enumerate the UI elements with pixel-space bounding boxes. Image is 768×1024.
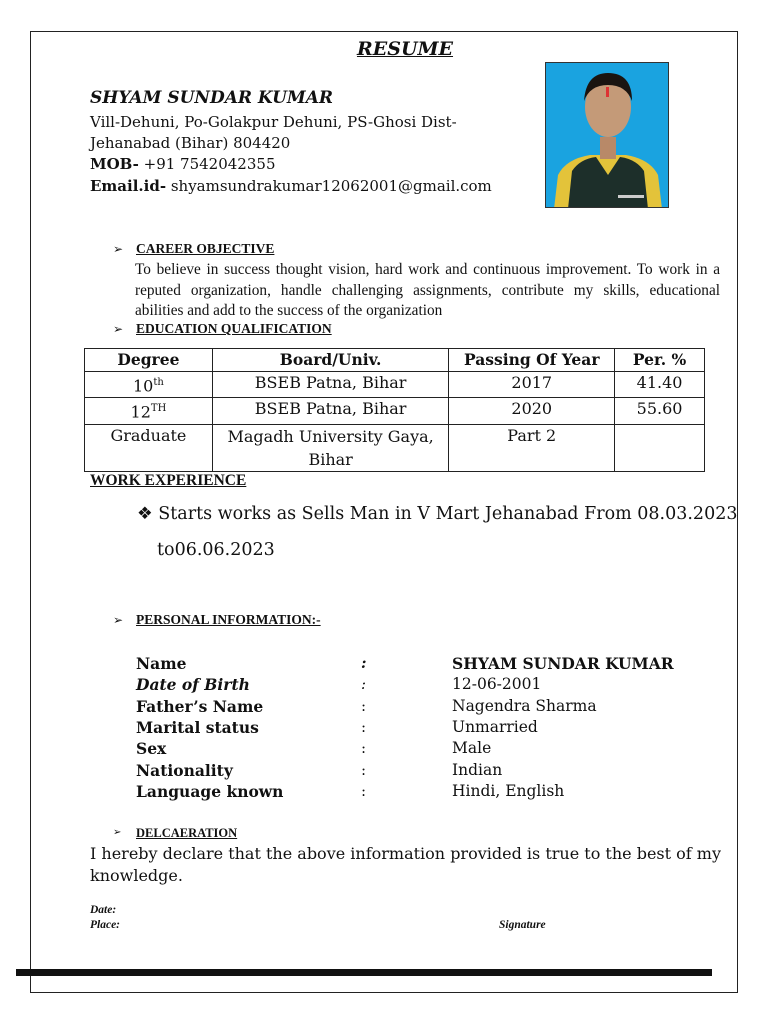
address-line-2: Jehanabad (Bihar) 804420 <box>90 134 291 152</box>
personal-info-label: Marital status <box>136 717 259 737</box>
table-header-row <box>85 349 705 372</box>
board-cell: BSEB Patna, Bihar <box>212 398 449 424</box>
mobile-label: MOB- <box>90 155 139 173</box>
personal-info-value: Hindi, English <box>452 781 565 800</box>
career-objective-text: To believe in success thought vision, hard work and continuous improvement. To work in a reputed organization, handle challenging assignments, contribute my skills, educational abilities and add to the success of the organization <box>135 261 720 319</box>
board-cell: Magadh University Gaya, Bihar <box>212 424 449 471</box>
declaration-line-1: I hereby declare that the above information provided is true to the best of my <box>90 844 721 863</box>
degree-cell: Graduate <box>85 424 213 471</box>
personal-info-value: SHYAM SUNDAR KUMAR <box>452 654 674 673</box>
personal-info-colon: : <box>361 717 367 736</box>
personal-info-colon: : <box>361 739 367 758</box>
year-cell: Part 2 <box>449 424 615 471</box>
column-header: Passing Of Year <box>449 349 615 372</box>
personal-info-value: Nagendra Sharma <box>452 696 597 715</box>
mobile-line <box>90 153 276 175</box>
email-label: Email.id- <box>90 177 167 195</box>
personal-info-colon: : <box>361 760 367 779</box>
date-label: Date: <box>90 904 117 916</box>
year-cell: 2020 <box>449 398 615 424</box>
resume-title: RESUME <box>356 38 454 60</box>
mobile-value: +91 7542042355 <box>138 155 276 173</box>
place-label: Place: <box>90 919 121 931</box>
personal-info-colon: : <box>361 696 367 715</box>
personal-info-value: Male <box>452 739 492 758</box>
percent-cell: 41.40 <box>615 372 705 398</box>
work-line-2: to06.06.2023 <box>157 540 275 560</box>
education-heading: EDUCATION QUALIFICATION <box>136 321 332 336</box>
work-line-1: ❖ Starts works as Sells Man in V Mart Jehanabad From 08.03.2023 <box>137 504 738 524</box>
personal-info-label: Date of Birth <box>136 675 250 695</box>
column-header: Board/Univ. <box>212 349 449 372</box>
profile-photo <box>545 62 669 208</box>
percent-cell <box>615 424 705 471</box>
arrow-icon: ➢ <box>113 827 122 838</box>
personal-info-label: Sex <box>136 739 167 759</box>
personal-info-label: Language known <box>136 781 284 801</box>
personal-info-label: Name <box>136 654 187 673</box>
personal-info-colon: : <box>361 654 367 672</box>
personal-info-label: Nationality <box>136 760 233 780</box>
personal-info-value: Indian <box>452 760 503 779</box>
percent-cell: 55.60 <box>615 398 705 424</box>
table-row <box>85 424 705 471</box>
personal-info-colon: : <box>361 781 367 800</box>
column-header: Degree <box>85 349 213 372</box>
education-table <box>84 348 705 472</box>
table-row <box>85 372 705 398</box>
address-line-1: Vill-Dehuni, Po-Golakpur Dehuni, PS-Ghosi Dist- <box>90 113 457 131</box>
personal-info-label: Father’s Name <box>136 696 264 716</box>
table-row <box>85 398 705 424</box>
declaration-heading: DELCAERATION <box>136 826 238 840</box>
work-experience-heading: WORK EXPERIENCE <box>90 472 247 489</box>
column-header: Per. % <box>615 349 705 372</box>
career-objective-heading: CAREER OBJECTIVE <box>136 241 275 256</box>
bottom-rule <box>16 969 712 976</box>
personal-info-colon: : <box>361 675 367 694</box>
arrow-icon: ➢ <box>113 242 124 256</box>
email-line <box>90 175 492 197</box>
degree-cell: 12TH <box>85 398 213 424</box>
personal-info-value: 12-06-2001 <box>452 675 542 694</box>
arrow-icon: ➢ <box>113 322 124 336</box>
arrow-icon: ➢ <box>113 613 124 627</box>
year-cell: 2017 <box>449 372 615 398</box>
personal-info-value: Unmarried <box>452 717 538 736</box>
diamond-bullet-icon: ❖ <box>137 504 153 524</box>
board-cell: BSEB Patna, Bihar <box>212 372 449 398</box>
personal-info-heading: PERSONAL INFORMATION:- <box>136 612 321 627</box>
signature-label: Signature <box>499 919 546 931</box>
email-value: shyamsundrakumar12062001@gmail.com <box>166 177 492 195</box>
degree-cell: 10th <box>85 372 213 398</box>
declaration-line-2: knowledge. <box>90 866 183 885</box>
applicant-name: SHYAM SUNDAR KUMAR <box>90 88 334 108</box>
